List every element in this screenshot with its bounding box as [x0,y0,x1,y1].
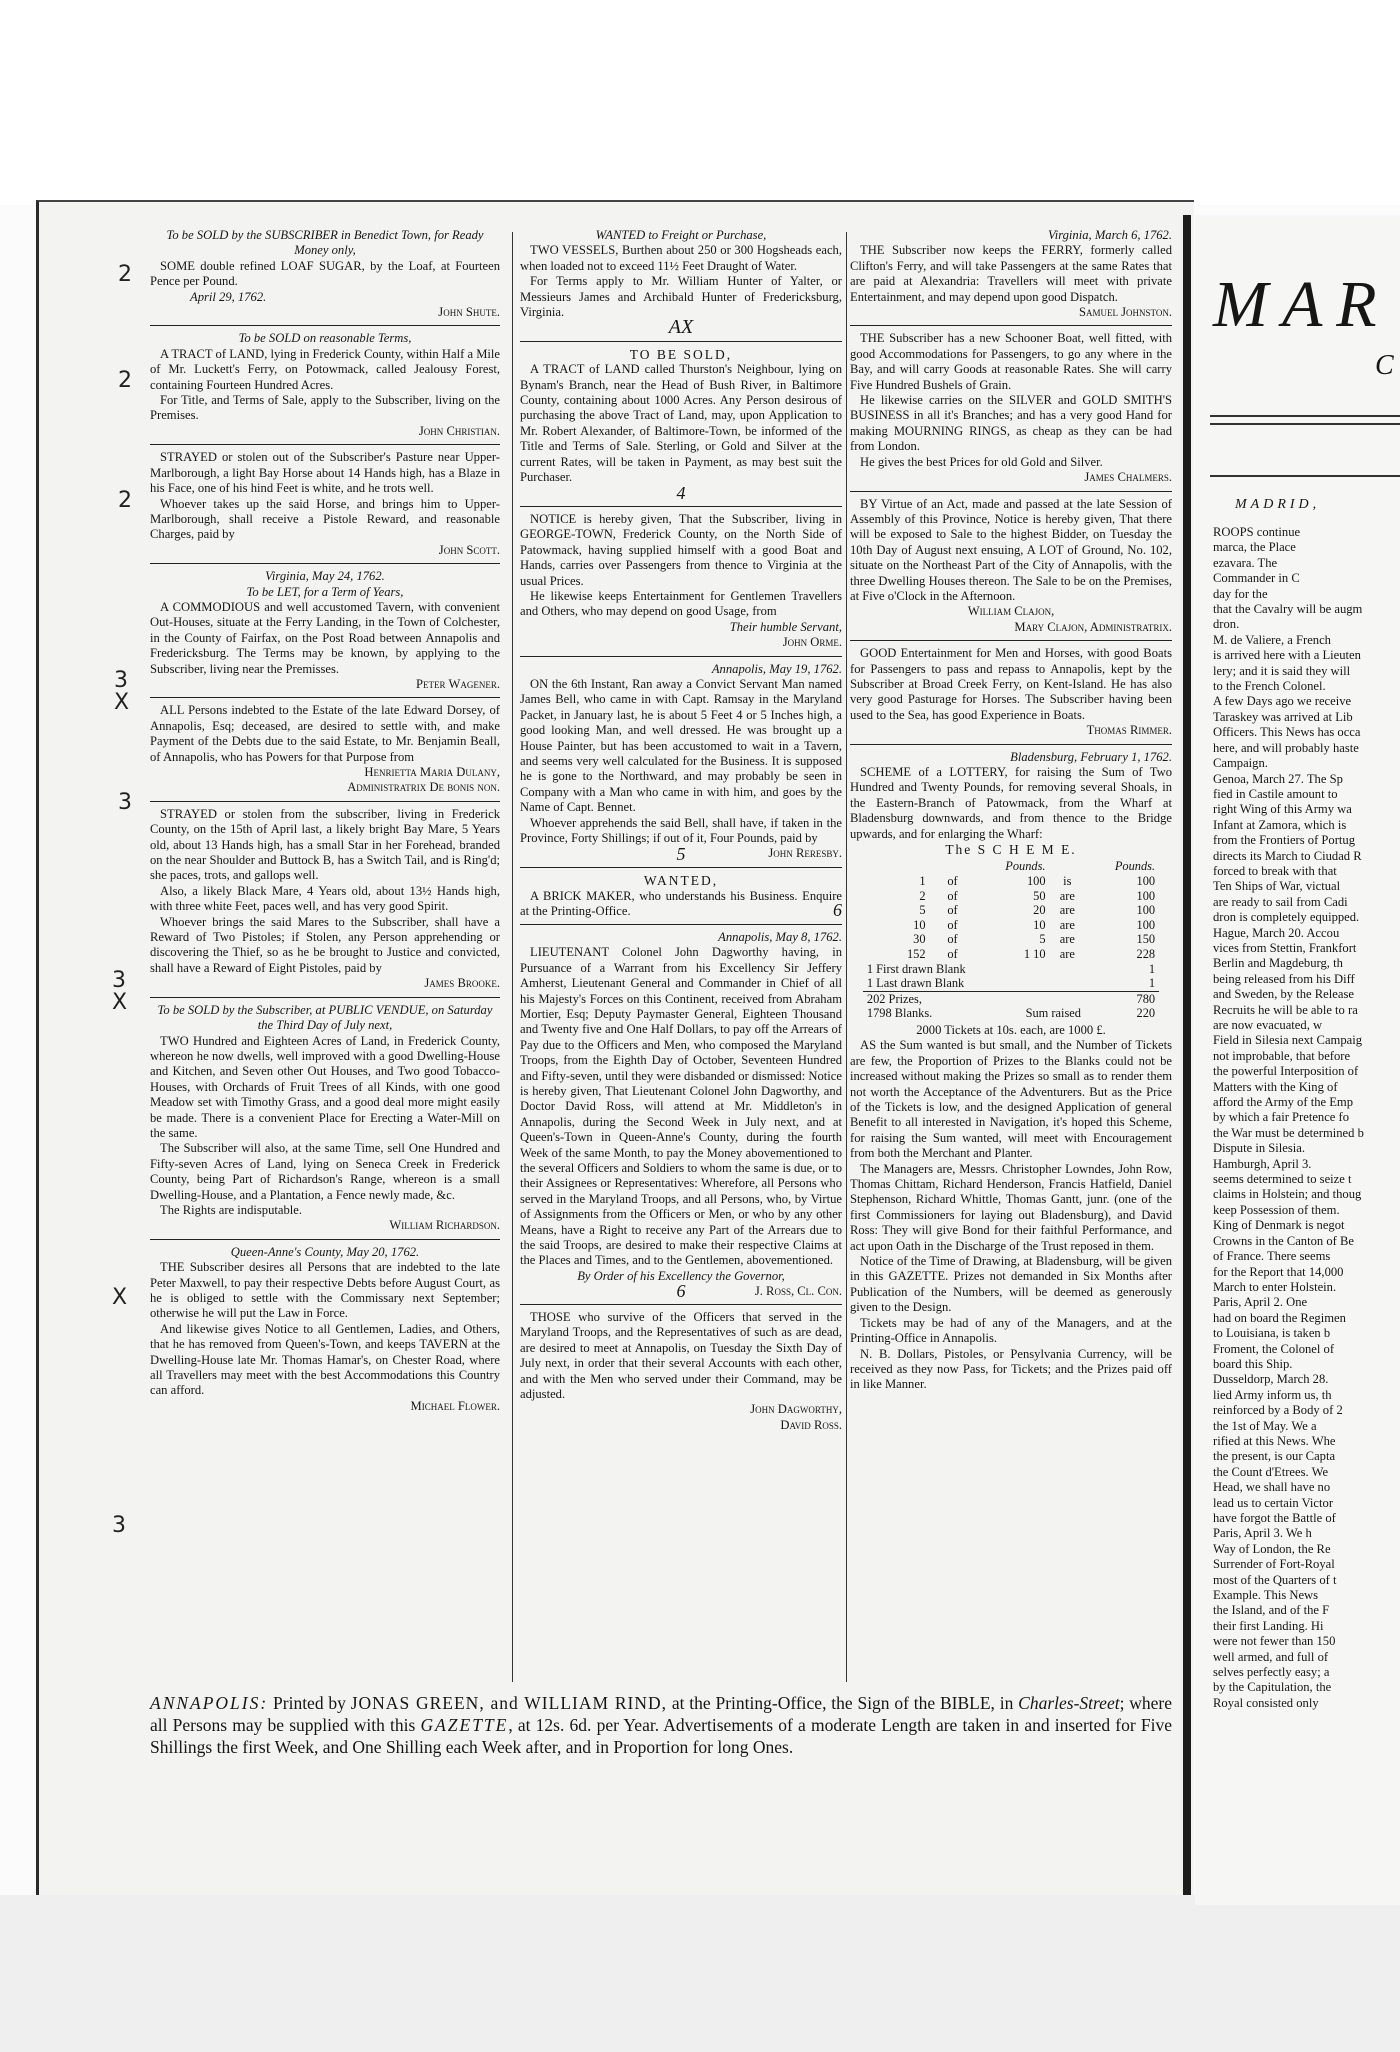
margin-mark: 2 [118,262,132,287]
advert-lot-sale [850,497,1172,636]
facing-page-line: afford the Army of the Emp [1213,1095,1354,1110]
facing-page-line: fied in Castile amount to [1213,786,1338,801]
margin-mark: X [112,990,128,1015]
table-cell: are [1059,932,1075,947]
table-cell: 100 [1136,903,1156,918]
facing-page-line: selves perfectly easy; a [1213,1665,1330,1680]
column-2 [520,228,842,1688]
advert-body: TWO Hundred and Eighteen Acres of Land, in Frederick County, whereon he now dwells, well improved with a good Dwelling-House and Kitchen, and Seven other Out Houses, and Two good Tobacco-Houses, with Orchards of Fruit Trees of all Kinds, with one good Meadow set with Timothy Grass, and a good deal more might easily be made. There is a convenient Place for Erecting a Water-Mill on the same. [150,1033,500,1140]
table-cell: 1 [919,874,926,889]
advert-body: The Managers are, Messrs. Christopher Lowndes, John Row, Thomas Chittam, Richard Henderson, Francis Hatfield, Daniel Stephenson, Richard Whittle, Thomas Gantt, junr. (one of the first Commissioners for laying out Bladensburg), and David Ross: They will give Bond for their faithful Performance, and act upon Oath in the Discharge of the Trust reposed in them. [850,1161,1172,1253]
facing-page-line: Crowns in the Canton of Be [1213,1233,1354,1248]
advert-cliftons-ferry [850,228,1172,320]
facing-page [1195,215,1400,1905]
facing-page-line: seems determined to seize t [1213,1172,1352,1187]
divider [520,341,842,342]
margin-mark: 3 [112,968,126,993]
table-cell: are [1059,888,1075,903]
facing-page-line: lied Army inform us, th [1213,1387,1332,1402]
advert-heading: WANTED, [643,873,719,889]
advert-signature: Samuel Johnston. [1078,305,1172,320]
facing-page-line: to Louisiana, is taken b [1213,1326,1331,1341]
advert-signature: John Orme. [782,635,842,650]
printer-imprint [150,1692,1172,1758]
advert-body: The Subscriber will also, at the same Time, sell One Hundred and Fifty-seven Acres of Land, lying on Seneca Creek in Frederick County, being Part of Richardson's Range, whereon is a small Dwelling-House, and a Plantation, a Fence newly made, &c. [150,1141,500,1202]
advert-body: A BRICK MAKER, who understands his Business. Enquire at the Printing-Office. [520,888,842,919]
imprint-street: Charles-Street [1018,1693,1120,1713]
divider [150,325,500,326]
advert-date: Queen-Anne's County, May 20, 1762. [230,1244,420,1259]
facing-page-line: lead us to certain Victor [1213,1495,1334,1510]
advert-body: AS the Sum wanted is but small, and the Number of Tickets are few, the Proportion of Prizes to the Blanks could not be increased without making the Prizes so small as to render them not worth the Acceptance of the Adventurers. But as the Price of the Tickets is low, and the designed Application of general Benefit to all interested in Navigation, it's hoped this Scheme, for raising the Sum wanted, will meet with Encouragement from both the Merchant and Planter. [850,1038,1172,1161]
facing-page-line: ezavara. The [1213,555,1278,570]
facing-page-line: Hague, March 20. Accou [1213,925,1340,940]
table-row [863,962,1159,977]
facing-page-text [1213,525,1400,1711]
table-cell: 5 [1039,932,1046,947]
advert-lottery-scheme [850,750,1172,1393]
table-cell: 100 [1026,874,1046,889]
facing-page-line: that the Cavalry will be augm [1213,602,1363,617]
column-3 [850,228,1172,1688]
facing-page-line: well armed, and full of [1213,1649,1329,1664]
facing-page-line: Ten Ships of War, victual [1213,879,1341,894]
table-cell: 100 [1136,874,1156,889]
facing-page-line: ROOPS continue [1213,525,1301,539]
table-cell: of [947,932,958,947]
facing-page-line: by which a fair Pretence fo [1213,1110,1350,1125]
margin-mark: X [114,690,130,715]
advert-signature: John Scott. [438,542,500,557]
facing-page-line: Infant at Zamora, which is [1213,817,1347,832]
facing-page-line: the present, is our Capta [1213,1449,1336,1464]
advert-heading: To be LET, for a Term of Years, [246,584,404,599]
facing-page-line: the 1st of May. We a [1213,1418,1317,1433]
table-cell: 100 [1136,888,1156,903]
advert-body: THE Subscriber has a new Schooner Boat, well fitted, with good Accommodations for Passengers, to go any where in the Bay, and will carry Goods at reasonable Rates. She will carry Five Hundred Bushels of Grain. [850,331,1172,392]
facing-page-line: claims in Holstein; and thoug [1213,1187,1362,1202]
advert-wanted-vessels [520,228,842,339]
advert-strayed-horse [150,450,500,558]
facing-page-line: from the Frontiers of Portug [1213,833,1356,848]
divider [150,697,500,698]
advert-body: Whoever apprehends the said Bell, shall have, if taken in the Province, Forty Shillings; if out of it, Four Pounds, paid by [520,815,842,846]
margin-mark: 2 [118,488,132,513]
advert-body: A TRACT of LAND, lying in Frederick County, within Half a Mile of Mr. Luckett's Ferry, on Potowmack, called Jealousy Forest, containing Fourteen Hundred Acres. [150,346,500,392]
table-row [863,874,1159,889]
table-cell: 1 [1148,961,1156,976]
table-cell: 10 [913,917,926,932]
divider [850,325,1172,326]
facing-page-line: their first Landing. Hi [1213,1618,1324,1633]
divider [520,1304,842,1305]
advert-signature: Administratrix De bonis non. [347,780,500,795]
table-cell: of [947,874,958,889]
facing-page-line: not improbable, that before [1213,1048,1351,1063]
table-cell: of [947,917,958,932]
facing-page-line: Recruits he will be able to ra [1213,1002,1358,1017]
advert-officers-meeting [520,1310,842,1433]
advert-signature: Michael Flower. [410,1398,500,1413]
facing-page-line: here, and will probably haste [1213,740,1359,755]
divider [150,997,500,998]
advert-signature: John Dagworthy, [750,1402,842,1417]
facing-page-line: most of the Quarters of t [1213,1572,1337,1587]
advert-body: The Rights are indisputable. [160,1202,302,1217]
table-cell: 5 [919,903,926,918]
table-cell: 220 [1136,1006,1156,1021]
handwritten-mark: 4 [676,482,686,503]
facing-page-line: King of Denmark is negot [1213,1218,1345,1233]
imprint-gazette: GAZETTE [420,1715,509,1735]
facing-page-line: the War must be determined b [1213,1125,1364,1140]
advert-signature: John Shute. [438,305,500,320]
table-row [863,991,1159,1006]
advert-body: He likewise carries on the SILVER and GOLD SMITH'S BUSINESS in all it's Branches; and has a very good Hand for making MOURNING RINGS, as cheap as they can be had from London. [850,393,1172,454]
advert-signature: James Brooke. [424,976,500,991]
table-cell: of [947,888,958,903]
advert-signature: J. Ross, Cl. Con. [754,1284,842,1299]
column-rule [512,232,513,1682]
lottery-scheme-table [863,859,1159,1021]
dateline: MADRID, [1235,497,1321,512]
table-cell: are [1059,917,1075,932]
advert-body: THOSE who survive of the Officers that served in the Maryland Troops, and the Representatives of such as are dead, are desired to meet at Annapolis, on Tuesday the Sixth Day of July next, in order that their several Accounts with each other, and with the Men who served under their Command, may be adjusted. [520,1310,842,1402]
facing-page-line: vices from Stettin, Frankfort [1213,940,1357,955]
advert-body: ON the 6th Instant, Ran away a Convict Servant Man named James Bell, who came in with Capt. Ramsay in the Maryland Packet, in January last, he is about 5 Feet 4 or 5 Inches high, a good looking Man, and well dressed. He was brought up a House Painter, but has been accustomed to wait in a Tavern, and seems very well calculated for the Business. It is supposed he is gone to the Northward, and may probably be seen in Company with a Man who came in with him, and goes by the Name of Capt. Bennet. [520,676,842,815]
advert-signature: William Richardson. [389,1218,500,1233]
facing-page-line: March to enter Holstein. [1213,1279,1337,1294]
advert-dagworthy-arrears [520,930,842,1299]
imprint-text: at the Printing-Office, the Sign of the BIBLE, in [667,1693,1019,1713]
table-row [863,1006,1159,1021]
advert-george-town-ferry [520,512,842,651]
handwritten-mark: 5 [676,843,686,864]
facing-page-line: Taraskey was arrived at Lib [1213,709,1353,724]
advert-strayed-mares [150,807,500,992]
table-row [863,889,1159,904]
table-row [863,976,1159,991]
facing-page-line: being released from his Diff [1213,971,1355,986]
table-row [863,947,1159,962]
advert-heading: To be SOLD by the SUBSCRIBER in Benedict Town, for Ready Money only, [166,228,484,258]
facing-page-line: Example. This News [1213,1588,1319,1603]
facing-page-line: Way of London, the Re [1213,1541,1331,1556]
scheme-rows [863,874,1159,962]
advert-signature: Peter Wagener. [416,676,500,691]
facing-page-line: by the Capitulation, the [1213,1680,1332,1695]
scan-margin-top [0,0,1400,205]
advert-body: GOOD Entertainment for Men and Horses, with good Boats for Passengers to pass and repass to Annapolis, kept by the Subscriber at Broad Creek Ferry, on Kent-Island. He has also very good Pasturage for Horses. The Subscriber having been used to the Sea, has good Experience in Boats. [850,646,1172,722]
facing-page-line: Berlin and Magdeburg, th [1213,956,1343,971]
table-cell: 1798 Blanks. [866,1006,933,1021]
advert-signature: James Chalmers. [1084,470,1172,485]
table-cell: of [947,947,958,961]
table-cell: 150 [1136,932,1156,947]
facing-page-line: Field in Silesia next Campaig [1213,1033,1363,1048]
advert-body: THE Subscriber desires all Persons that are indebted to the late Peter Maxwell, to pay their respective Debts before August Court, as he is obliged to settle with the Commissary next September; otherwise he will put the Law in Force. [150,1260,500,1321]
advert-body: LIEUTENANT Colonel John Dagworthy having, in Pursuance of a Warrant from his Excellency Sir Jeffery Amherst, Lieutenant General and Commander in Chief of all his Majesty's Forces on this Continent, received from Abraham Mortier, Esq; Deputy Paymaster General, Eighteen Thousand and Twenty five and One Half Dollars, to pay off the Arrears of Pay due to the Officers and Men, who composed the Maryland Troops, from the Eighth Day of October, Seventeen Hundred and Fifty-seven, until they were disbanded or dismissed: Notice is hereby given, That Lieutenant Colonel John Dagworthy, and Doctor David Ross, will attend at Mr. Middleton's in Annapolis, during the Second Week in July next, and at Queen's-Town in Queen-Anne's County, during the fourth Week of the same Month, to pay the Money abovementioned to the several Officers and Soldiers to whom the same is due, or to their Assignees or Representatives: Wherefore, all Persons who served in the Maryland Troops, and all Persons, who, by Virtue of Assignments from the Officers or Men, or who by any other Means, have a Right to receive any Part of the Arrears due to the said Troops, are desired to make their respective Claims at the Places and Times, and to the Gentlemen, abovementioned. [520,945,842,1268]
advert-body: A TRACT of LAND called Thurston's Neighbour, lying on Bynam's Branch, near the Head of Bush River, in Baltimore County, containing about 1000 Acres. Any Person desirous of purchasing the above Tract of Land, may, upon Application to Mr. Robert Alexander, of Baltimore-Town, be informed of the Title and Terms of Sale. Sterling, or Gold and Silver at the current Rates, will be taken in Payment, as may best suit the Purchaser. [520,362,842,485]
advert-body: STRAYED or stolen out of the Subscriber's Pasture near Upper-Marlborough, a light Bay Horse about 14 Hands high, has a Blaze in his Face, one of his hind Feet is white, and he trots well. [150,450,500,496]
handwritten-mark: AX [668,316,694,339]
facing-page-line: Head, we shall have no [1213,1480,1331,1495]
advert-heading: To be SOLD by the Subscriber, at PUBLIC VENDUE, on Saturday the Third Day of July next, [157,1002,493,1033]
divider [520,924,842,925]
table-cell: 1 [1148,976,1156,991]
table-cell: are [1059,903,1075,918]
advert-body: And likewise gives Notice to all Gentlemen, Ladies, and Others, that he has removed from Queen's-Town, and keeps TAVERN at the Dwelling-House late Mr. Thomas Hamar's, on Chester Road, where all Travellers may meet with the best Accommodations this Country can afford. [150,1321,500,1398]
facing-page-line: right Wing of this Army wa [1213,802,1352,817]
advert-body: Whoever brings the said Mares to the Subscriber, shall have a Reward of Two Pistoles; if Stolen, any Person apprehending or discovering the Thief, so as he be brought to Justice and convicted, shall have a Reward of Eight Pistoles, paid by [150,914,500,975]
advert-signature: David Ross. [780,1417,842,1432]
advert-body: Tickets may be had of any of the Managers, and at the Printing-Office in Annapolis. [850,1315,1172,1346]
divider [850,744,1172,745]
table-cell: is [1063,874,1072,889]
facing-page-line: have forgot the Battle of [1213,1511,1336,1525]
facing-page-line: Commander in C [1213,571,1300,586]
facing-page-line: to the French Colonel. [1213,679,1326,694]
advert-heading: To be SOLD on reasonable Terms, [238,331,412,346]
imprint-text: , at 12s. 6d. per Year. Advertisements of a moderate Length are taken in and inserted for Five Shillings the first Week, and One Shilling each Week after, and in Proportion for long Ones. [150,1715,1172,1757]
advert-date: Bladensburg, February 1, 1762. [1010,749,1172,764]
facing-page-line: dron. [1213,617,1240,632]
advert-signature: William Clajon, [967,604,1055,619]
column-1 [150,228,500,1688]
divider [520,506,842,507]
column-header: Pounds. [1114,859,1156,874]
imprint-printers: JONAS GREEN, and WILLIAM RIND, [350,1693,668,1713]
table-cell: Sum raised [1025,1006,1082,1021]
advert-date: Virginia, May 24, 1762. [265,569,385,584]
table-row [863,932,1159,947]
table-cell: 20 [1033,903,1046,918]
divider [520,867,842,868]
table-cell: 202 Prizes, [863,991,1085,1006]
scheme-header-row [863,859,1159,874]
table-cell: 2 [919,888,926,903]
table-cell: 50 [1033,888,1046,903]
imprint-place: ANNAPOLIS: [150,1693,269,1713]
tickets-line: 2000 Tickets at 10s. each, are 1000 £. [916,1022,1106,1037]
divider [850,640,1172,641]
advert-date: April 29, 1762. [190,289,267,304]
advert-body: SCHEME of a LOTTERY, for raising the Sum of Two Hundred and Twenty Pounds, for removing several Shoals, in the Eastern-Branch of Patowmack, from the Wharf at Bladensburg downwards, and from thence to the Bridge upwards, and for enlarging the Wharf: [850,765,1172,841]
table-cell: are [1059,947,1075,961]
advert-body: TWO VESSELS, Burthen about 250 or 300 Hogsheads each, when loaded not to exceed 11½ Feet Draught of Water. [520,243,842,273]
table-row [863,903,1159,918]
advert-body: SOME double refined LOAF SUGAR, by the Loaf, at Fourteen Pence per Pound. [150,258,500,289]
facing-page-line: the powerful Interposition of [1213,1064,1359,1079]
facing-page-line: Royal consisted only [1213,1695,1319,1710]
handwritten-mark: 6 [833,900,842,921]
advert-signature: Henrietta Maria Dulany, [364,765,500,779]
facing-page-line: are now evacuated, w [1213,1018,1323,1032]
advert-signature: Mary Clajon, Administratrix. [1014,619,1172,634]
advert-date: Virginia, March 6, 1762. [1047,228,1172,242]
facing-page-line: Genoa, March 27. The Sp [1213,771,1343,786]
table-cell: 1 Last drawn Blank [866,976,965,991]
divider [850,491,1172,492]
facing-page-line: Surrender of Fort-Royal [1213,1557,1335,1572]
advert-body: A COMMODIOUS and well accustomed Tavern, with convenient Out-Houses, situate at the Ferry Landing, in the Town of Colchester, in the County of Fairfax, on the Post Road between Annapolis and Fredericksburg. The Terms may be known, by applying to the Subscriber, living near the Premisses. [150,599,500,676]
rule [1210,475,1400,477]
facing-page-line: reinforced by a Body of 2 [1213,1403,1343,1418]
margin-mark: 3 [114,668,128,693]
advert-heading: WANTED to Freight or Purchase, [595,228,767,242]
page-gutter [1183,215,1191,1895]
facing-page-line: keep Possession of them. [1213,1202,1340,1217]
rule [1210,423,1400,425]
margin-mark: 3 [112,1513,126,1538]
advert-signature: John Christian. [418,423,500,438]
masthead-title: MAR [1213,268,1391,341]
divider [150,563,500,564]
advert-body: Notice of the Time of Drawing, at Bladensburg, will be given in this GAZETTE. Prizes not demanded in Six Months after Publication of the Numbers, will be deemed as generously given to the Design. [850,1254,1172,1315]
facing-page-line: Dispute in Silesia. [1213,1141,1305,1156]
divider [150,444,500,445]
advert-body: THE Subscriber now keeps the FERRY, formerly called Clifton's Ferry, and will take Passengers at the same Rates that are paid at Alexandria: Travellers will meet with private Entertainment, and may depend upon good Dispatch. [850,243,1172,304]
facing-page-line: the Island, and of the F [1213,1603,1330,1618]
advert-signature: Thomas Rimmer. [1086,723,1172,738]
advert-broad-creek-ferry [850,646,1172,738]
facing-page-line: Officers. This News has occa [1213,725,1361,740]
facing-page-line: board this Ship. [1213,1356,1293,1371]
facing-page-line: A few Days ago we receive [1213,694,1352,709]
advert-thurstons-neighbour [520,347,842,501]
margin-mark: X [112,1285,128,1310]
advert-body: ALL Persons indebted to the Estate of the late Edward Dorsey, of Annapolis, Esq; deceased, are desired to settle with, and make Payment of the Debts due to the said Estate, to Mr. Benjamin Beall, of Annapolis, who has Powers for that Purpose from [150,703,500,764]
advert-body: Also, a likely Black Mare, 4 Years old, about 13½ Hands high, with three white Feet, paces well, and has very good Spirit. [150,883,500,914]
column-rule [846,232,847,1682]
facing-page-line: is arrived here with a Lieuten [1213,648,1361,663]
advert-order-line: By Order of his Excellency the Governor, [577,1268,785,1283]
advert-body: For Terms apply to Mr. William Hunter of Yalter, or Messieurs James and Archibald Hunter of Fredericksburg, Virginia. [520,274,842,320]
divider [150,801,500,802]
advert-body: N. B. Dollars, Pistoles, or Pensylvania Currency, will be received as they now Pass, for Tickets; and the Prizes paid off in like Manner. [850,1346,1172,1392]
facing-page-line: forced to break with that [1213,863,1337,878]
facing-page-line: Dusseldorp, March 28. [1213,1372,1329,1387]
table-row [863,918,1159,933]
advert-runaway-servant [520,662,842,863]
advert-date: Annapolis, May 19, 1762. [711,661,842,676]
facing-page-line: Campaign. [1213,756,1268,771]
facing-page-line: Paris, April 3. We h [1213,1526,1312,1541]
advert-dorsey-estate [150,703,500,795]
facing-page-line: Paris, April 2. One [1213,1295,1308,1310]
divider [150,1239,500,1240]
advert-body: BY Virtue of an Act, made and passed at the late Session of Assembly of this Province, Notice is hereby given, That there will be exposed to Sale to the highest Bidder, on Tuesday the 10th Day of August next ensuing, A LOT of Ground, No. 102, situate on the Northeast Part of the City of Annapolis, with the three Dwelling Houses thereon. The Sale to be on the Premises, at Five o'Clock in the Afternoon. [850,496,1172,603]
advert-tavern-let [150,569,500,692]
facing-page-line: dron is completely equipped. [1213,910,1360,925]
advert-body: NOTICE is hereby given, That the Subscriber, living in GEORGE-TOWN, Frederick County, on the North Side of Patowmack, having supplied himself with a good Boat and Hands, carries over Passengers from thence to Virginia at the usual Prices. [520,511,842,588]
advert-body: Whoever takes up the said Horse, and brings him to Upper-Marlborough, shall receive a Pistole Reward, and reasonable Charges, paid by [150,496,500,542]
advert-tract-land-frederick [150,331,500,439]
advert-heading: TO BE SOLD, [629,346,733,362]
facing-page-line: day for the [1213,586,1268,601]
masthead-subtitle: C [1375,350,1394,381]
advert-maxwell-debts [150,1245,500,1414]
advert-closing: Their humble Servant, [729,619,842,634]
scan-margin-bottom [0,1895,1400,2052]
table-cell: of [947,903,958,918]
advert-brick-maker [520,873,842,919]
handwritten-mark: 6 [676,1280,686,1301]
table-cell: 152 [906,947,926,961]
table-cell: 100 [1136,917,1156,932]
margin-mark: 3 [118,790,132,815]
facing-page-line: were not fewer than 150 [1213,1634,1336,1649]
rule [1210,415,1400,417]
advert-loaf-sugar [150,228,500,320]
facing-page-line: Hamburgh, April 3. [1213,1156,1312,1171]
facing-page-line: are ready to sail from Cadi [1213,894,1348,909]
imprint-text: ; where all Persons may be supplied with this [150,1693,1173,1735]
advert-public-vendue [150,1003,500,1234]
facing-page-line: rified at this News. Whe [1213,1433,1336,1448]
facing-page-line: and Sweden, by the Release [1213,987,1354,1002]
advert-date: Annapolis, May 8, 1762. [718,929,842,944]
divider [520,656,842,657]
advert-body: He likewise keeps Entertainment for Gentlemen Travellers and Others, who may depend on good Usage, from [520,588,842,619]
imprint-text: Printed by [268,1693,351,1713]
table-cell: 30 [913,932,926,947]
facing-page-line: Matters with the King of [1213,1079,1338,1094]
advert-body: He gives the best Prices for old Gold and Silver. [860,454,1103,469]
facing-page-line: Froment, the Colonel of [1213,1341,1335,1356]
margin-mark: 2 [118,368,132,393]
scheme-title: The S C H E M E. [945,842,1077,858]
advert-signature: John Reresby. [768,846,842,861]
facing-page-line: directs its March to Ciudad R [1213,848,1362,863]
facing-page-line: had on board the Regimen [1213,1310,1346,1325]
advert-body: STRAYED or stolen from the subscriber, living in Frederick County, on the 15th of April last, a likely bright Bay Mare, 5 Years old, about 13 Hands high, has a small Star in her Forehead, branded on the near Shoulder and Buttock B, has a Switch Tail, and is Ring'd; she paces, trots, and gallops well. [150,806,500,883]
facing-page-line: of France. There seems [1213,1249,1331,1264]
table-cell: 10 [1033,917,1046,932]
table-cell: 228 [1136,947,1156,961]
facing-page-line: the Count d'Etrees. We [1213,1464,1329,1479]
advert-schooner-silversmith [850,331,1172,485]
column-header: Pounds. [1005,859,1046,874]
table-cell: 780 [1085,991,1159,1006]
facing-page-line: lery; and it is said they will [1213,663,1351,678]
facing-page-line: for the Report that 14,000 [1213,1264,1344,1279]
facing-page-line: marca, the Place [1213,540,1296,555]
advert-body: For Title, and Terms of Sale, apply to the Subscriber, living on the Premises. [150,393,500,423]
facing-page-line: M. de Valiere, a French [1213,632,1331,647]
table-cell: 1 10 [1023,947,1046,961]
table-cell: 1 First drawn Blank [866,961,966,976]
